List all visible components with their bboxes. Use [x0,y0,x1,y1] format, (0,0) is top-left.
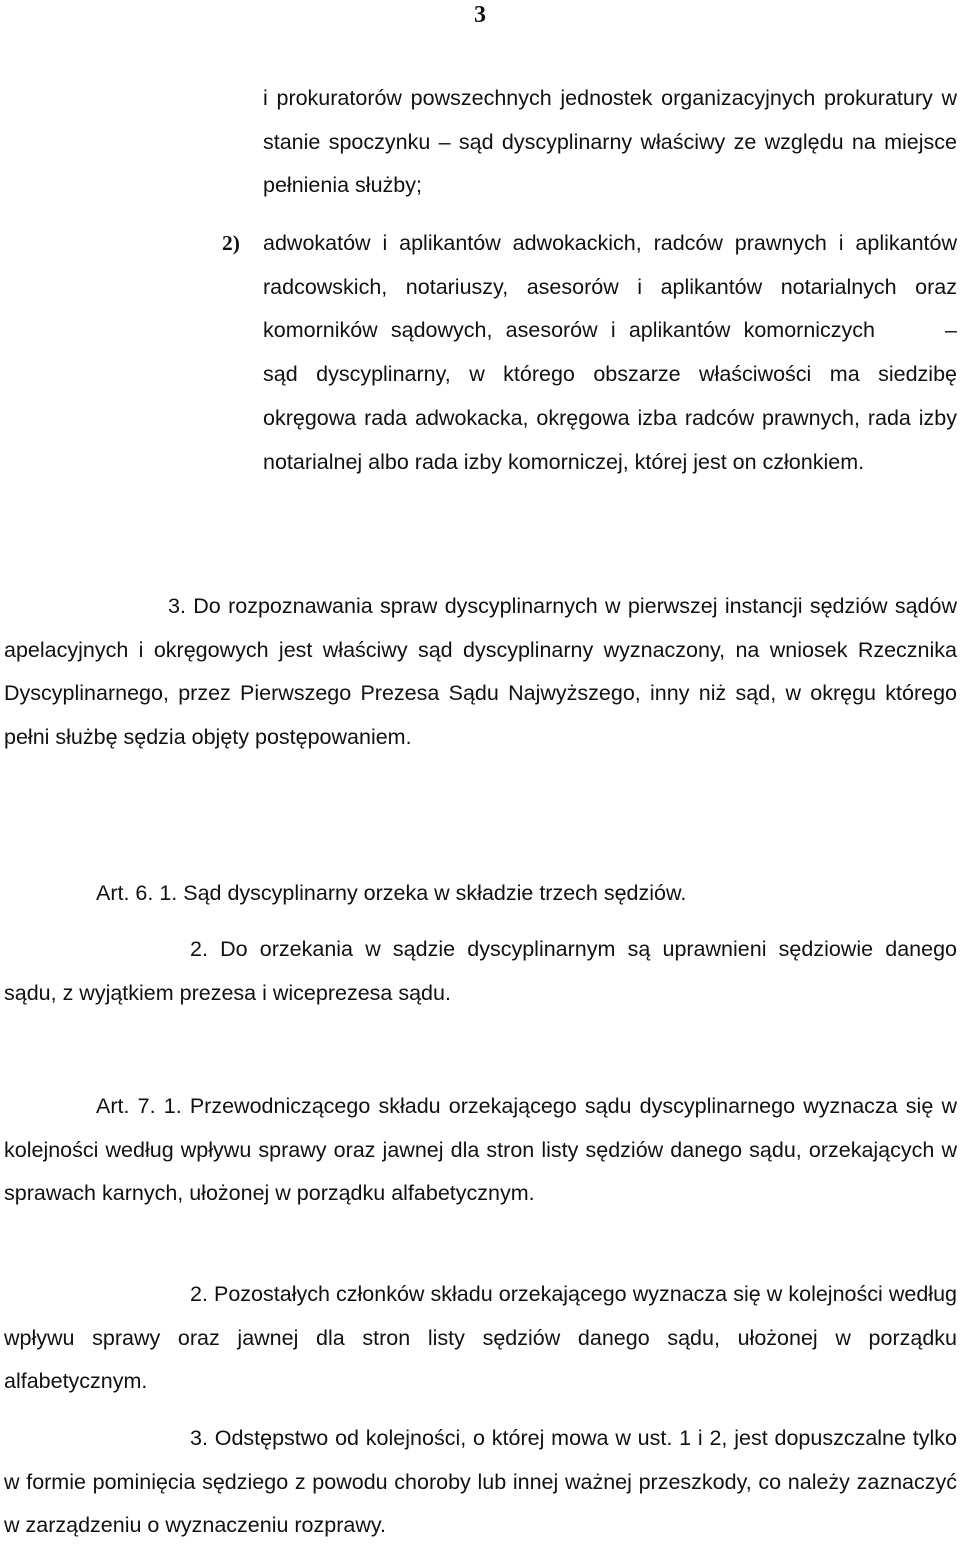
list-item-2-text-a: adwokatów i aplikantów adwokackich, radców prawnych i aplikantów radcowskich, notariuszy, asesorów i aplikantów notarialnych oraz komorników sądowych, asesorów i aplikantów komorniczych [263,231,957,343]
art6-paragraph-2: 2. Do orzekania w sądzie dyscyplinarnym są uprawnieni sędziowie danego sądu, z wyjątkiem prezesa i wiceprezesa sądu. [4,937,957,1005]
art7-paragraph-2: 2. Pozostałych członków składu orzekającego wyznacza się w kolejności według wpływu sprawy oraz jawnej dla stron listy sędziów danego sądu, ułożonej w porządku alfabetycznym. [4,1282,957,1394]
page-number: 3 [474,2,486,28]
list-item-2 [263,222,957,484]
list-item-2-dash: – [945,318,957,343]
list-item-2-marker: 2) [222,231,240,255]
list-item-1-continuation: i prokuratorów powszechnych jednostek organizacyjnych prokuratury w stanie spoczynku – sąd dyscyplinarny właściwy ze względu na miejsce pełnienia służby; [263,86,957,198]
art7-paragraph-1: Art. 7. 1. Przewodniczącego składu orzekającego sądu dyscyplinarnego wyznacza się w kolejności według wpływu sprawy oraz jawnej dla stron listy sędziów danego sądu, orzekających w sprawach karnych, ułożonej w porządku alfabetycznym. [4,1094,957,1206]
art5-paragraph-3: 3. Do rozpoznawania spraw dyscyplinarnych w pierwszej instancji sędziów sądów apelacyjnych i okręgowych jest właściwy sąd dyscyplinarny wyznaczony, na wniosek Rzecznika Dyscyplinarnego, przez Pierwszego Prezesa Sądu Najwyższego, inny niż sąd, w okręgu którego pełni służbę sędzia objęty postępowaniem. [4,594,957,750]
art6-paragraph-1: Art. 6. 1. Sąd dyscyplinarny orzeka w składzie trzech sędziów. [96,881,687,905]
art7-paragraph-3: 3. Odstępstwo od kolejności, o której mowa w ust. 1 i 2, jest dopuszczalne tylko w formie pominięcia sędziego z powodu choroby lub innej ważnej przeszkody, co należy zaznaczyć w zarządzeniu o wyznaczeniu rozprawy. [4,1426,957,1538]
list-item-2-text-b: sąd dyscyplinarny, w którego obszarze właściwości ma siedzibę okręgowa rada adwokacka, okręgowa izba radców prawnych, rada izby notarialnej albo rada izby komorniczej, której jest on członkiem. [263,362,957,474]
